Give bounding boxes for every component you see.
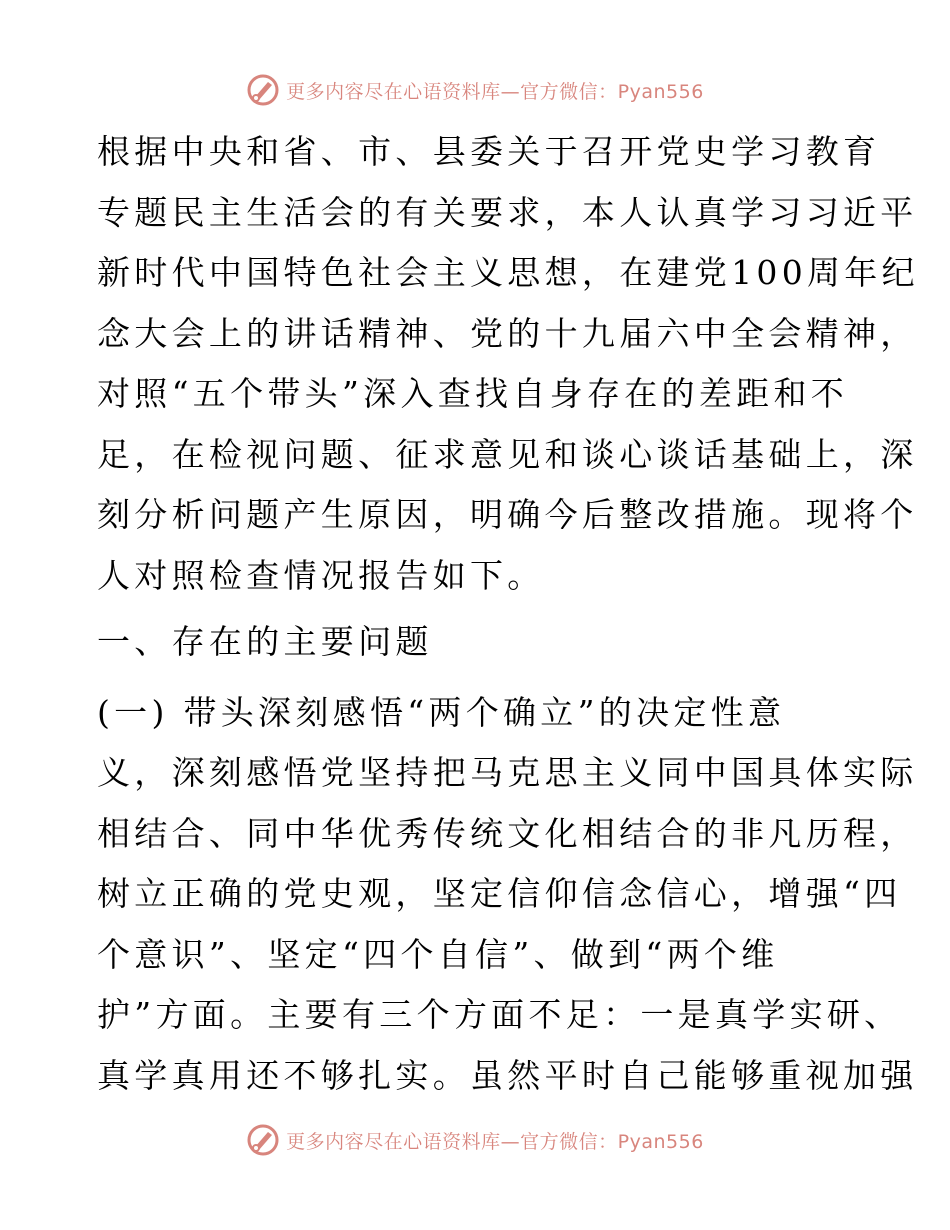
watermark-logo-icon: [246, 73, 280, 107]
watermark-text-bottom: 更多内容尽在心语资料库—官方微信：Pyan556: [286, 1130, 704, 1153]
paragraph-line: 念大会上的讲话精神、党的十九届六中全会精神，: [97, 313, 918, 353]
watermark-logo-icon: [246, 1123, 280, 1157]
watermark-banner-top: [0, 70, 950, 110]
paragraph-line: 个意识”、坚定“四个自信”、做到“两个维: [97, 934, 779, 974]
paragraph-line: 刻分析问题产生原因，明确今后整改措施。现将个: [97, 495, 918, 534]
paragraph-line: 人对照检查情况报告如下。: [97, 555, 545, 595]
paragraph-line: 根据中央和省、市、县委关于召开党史学习教育: [97, 132, 881, 171]
section-heading: 一、存在的主要问题: [97, 622, 433, 661]
watermark-banner-bottom: [0, 1120, 950, 1160]
paragraph-line: 相结合、同中华优秀传统文化相结合的非凡历程，: [97, 813, 918, 853]
paragraph-line: 真学真用还不够扎实。虽然平时自己能够重视加强: [97, 1055, 918, 1095]
paragraph-line: 新时代中国特色社会主义思想，在建党100周年纪: [97, 253, 919, 292]
document-body: [97, 122, 919, 1106]
watermark-text-top: 更多内容尽在心语资料库—官方微信：Pyan556: [286, 80, 704, 103]
paragraph-line: 对照“五个带头”深入查找自身存在的差距和不: [97, 374, 849, 413]
paragraph-line: 护”方面。主要有三个方面不足：一是真学实研、: [97, 995, 902, 1034]
paragraph-line: (一) 带头深刻感悟“两个确立”的决定性意: [97, 692, 786, 732]
paragraph-line: 足，在检视问题、征求意见和谈心谈话基础上，深: [97, 434, 918, 474]
paragraph-line: 专题民主生活会的有关要求，本人认真学习习近平: [97, 192, 918, 232]
paragraph-line: 树立正确的党史观，坚定信仰信念信心，增强“四: [97, 874, 902, 913]
paragraph-line: 义，深刻感悟党坚持把马克思主义同中国具体实际: [97, 753, 918, 792]
